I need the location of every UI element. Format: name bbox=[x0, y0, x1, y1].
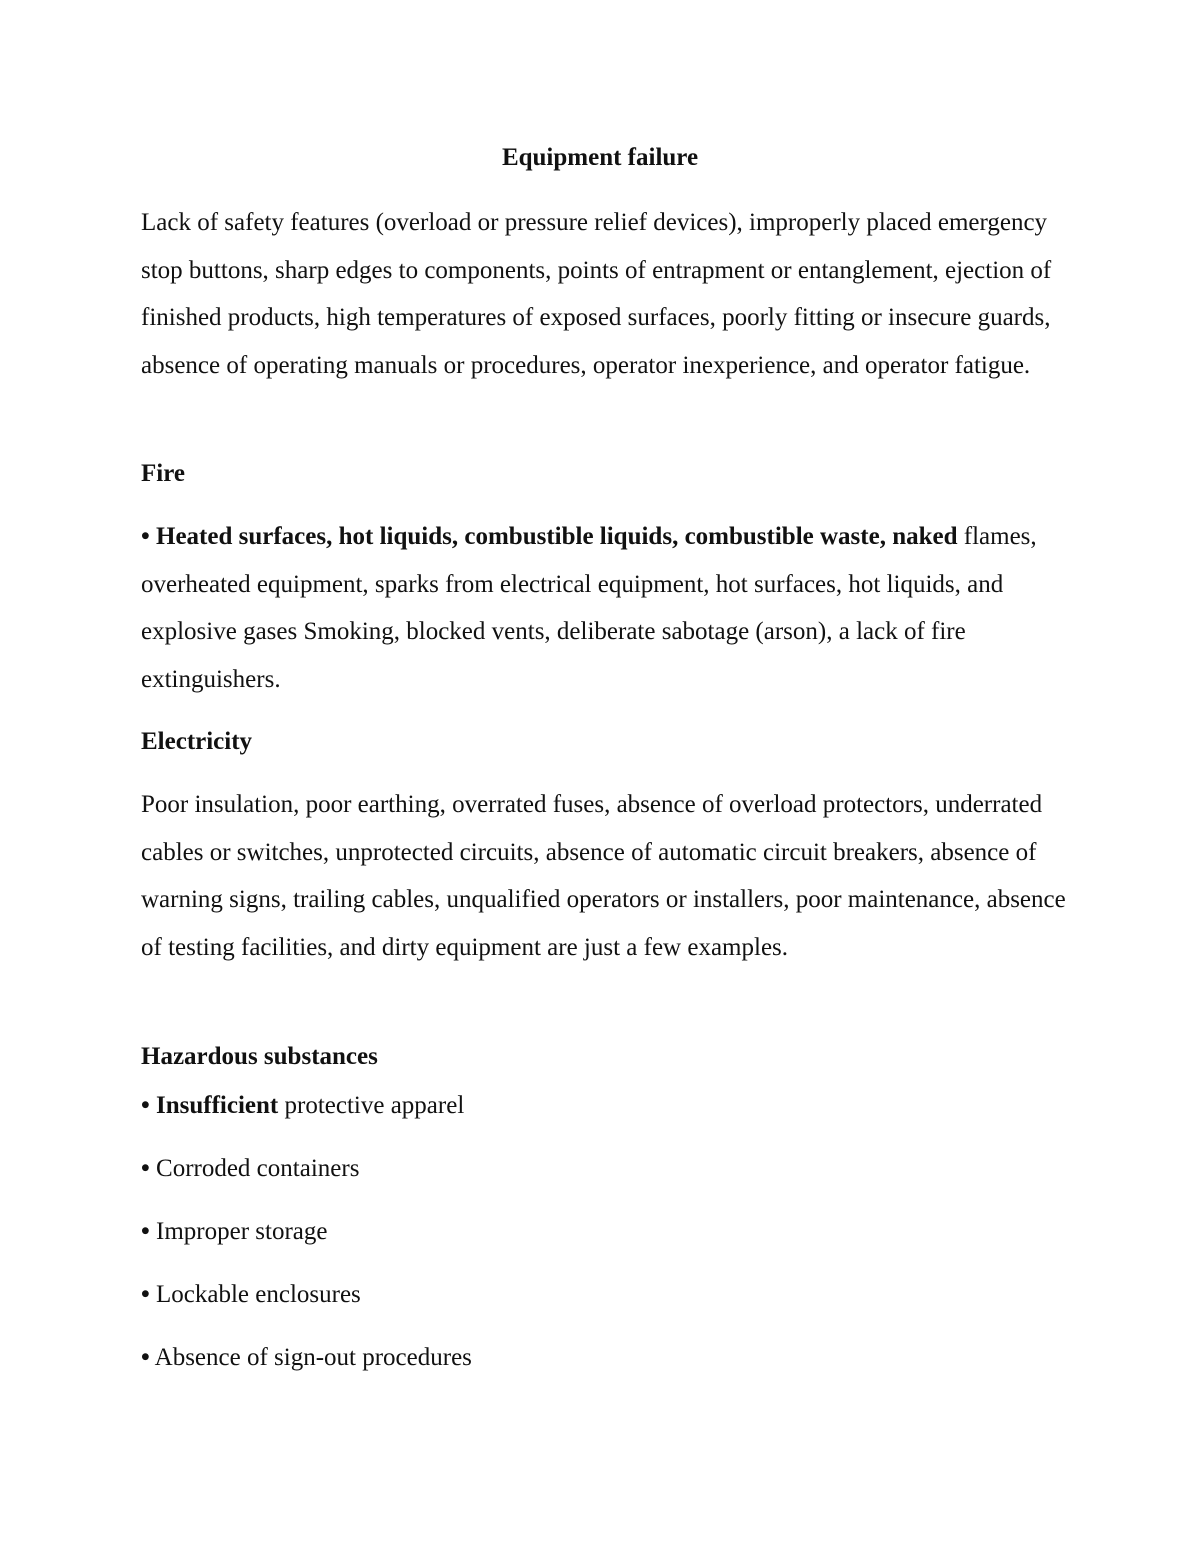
list-item-text: Improper storage bbox=[156, 1218, 328, 1245]
electricity-paragraph: Poor insulation, poor earthing, overrated fuses, absence of overload protectors, underrated cables or switches, unprotected circuits, absence of automatic circuit breakers, absence of warning signs, trailing cables, unqualified operators or installers, poor maintenance, absence of testing facilities, and dirty equipment are just a few examples. bbox=[141, 791, 1066, 961]
fire-lead-text: Heated surfaces, hot liquids, combustible liquids, combustible waste, naked bbox=[156, 523, 958, 550]
list-item-text: protective apparel bbox=[278, 1092, 465, 1119]
list-bullet: • bbox=[141, 1218, 150, 1245]
list-bullet: • bbox=[141, 1155, 150, 1182]
hazardous-list-item bbox=[141, 1088, 464, 1124]
list-bullet: • bbox=[141, 1281, 150, 1308]
hazardous-list-item bbox=[141, 1151, 359, 1187]
page-title: Equipment failure bbox=[501, 144, 699, 171]
list-item-text: Corroded containers bbox=[156, 1155, 360, 1182]
hazardous-list-item bbox=[141, 1340, 472, 1376]
list-item-bold-text: Insufficient bbox=[156, 1092, 279, 1119]
hazardous-list-item bbox=[141, 1277, 361, 1313]
list-bullet: • bbox=[141, 1092, 150, 1119]
list-item-text: Absence of sign-out procedures bbox=[154, 1344, 472, 1371]
list-bullet: • bbox=[141, 1344, 150, 1371]
fire-paragraph bbox=[141, 513, 1071, 703]
hazardous-list-item bbox=[141, 1214, 327, 1250]
fire-rest-text: flames, overheated equipment, sparks from electrical equipment, hot surfaces, hot liquids, and explosive gases Smoking, blocked vents, deliberate sabotage (arson), a lack of fire extinguishers. bbox=[141, 523, 1037, 693]
equipment-failure-paragraph: Lack of safety features (overload or pressure relief devices), improperly placed emergency stop buttons, sharp edges to components, points of entrapment or entanglement, ejection of finished products, high temperatures of exposed surfaces, poorly fitting or insecure guards, absence of operating manuals or procedures, operator inexperience, and operator fatigue. bbox=[141, 209, 1052, 379]
list-item-text: Lockable enclosures bbox=[156, 1281, 361, 1308]
hazardous-substances-heading: Hazardous substances bbox=[141, 1043, 378, 1070]
fire-bullet: • bbox=[141, 523, 150, 550]
fire-heading: Fire bbox=[141, 460, 185, 487]
electricity-heading: Electricity bbox=[141, 728, 253, 755]
